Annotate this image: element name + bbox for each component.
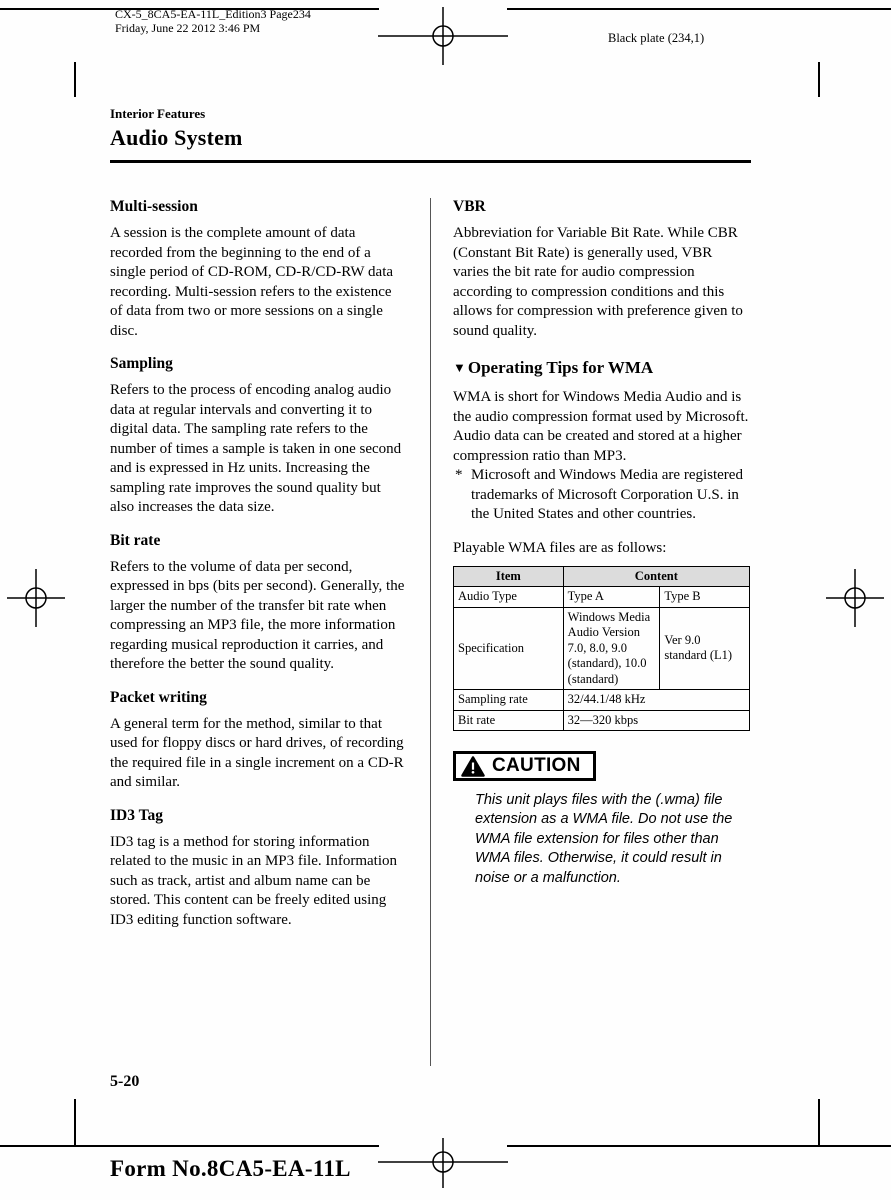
page-title: Audio System (110, 125, 243, 150)
row-label: Bit rate (454, 710, 564, 731)
section-body: Refers to the process of encoding analog audio data at regular intervals and converting it to digital data. The sampling rate refers to the number of times a sample is taken in one second and is expressed in Hz units. Increasing the sampling rate improves the sound quality but also increases the data size. (110, 382, 402, 515)
chapter-label: Interior Features (110, 106, 206, 121)
glossary-section (110, 689, 407, 793)
cell-type-b: Type B (660, 587, 750, 608)
crop-line-bottom-left (0, 1145, 379, 1147)
caution-block (453, 751, 751, 888)
row-label: Audio Type (454, 587, 564, 608)
trademark-note (453, 466, 751, 525)
playable-wma-files-table (453, 566, 750, 732)
section-heading: Bit rate (110, 531, 161, 549)
warning-triangle-icon (461, 756, 485, 777)
glossary-section (453, 198, 751, 341)
column-divider (430, 198, 431, 1066)
section-heading: Packet writing (110, 688, 207, 706)
wma-paragraph: WMA is short for Windows Media Audio and is the audio compression format used by Microsoft. (453, 389, 749, 425)
crop-line-bottom-right (507, 1145, 891, 1147)
table-header-row (454, 566, 750, 587)
caution-header (453, 751, 596, 781)
caution-body-text: This unit plays files with the (.wma) file extension as a WMA file. Do not use the WMA file extension for files other than WMA files. Otherwise, it could result in noise or a malfunction. (475, 791, 733, 886)
crop-line-top-right (507, 8, 891, 10)
section-heading: Sampling (110, 355, 173, 372)
glossary-section (110, 807, 407, 931)
table-row-specification (454, 607, 750, 690)
print-file-name: CX-5_8CA5-EA-11L_Edition3 Page234 (115, 7, 311, 21)
section-body: ID3 tag is a method for storing information related to the music in an MP3 file. Information such as track, artist and album name can be stored. This content can be freely edited using ID3 editing function software. (110, 833, 398, 928)
section-heading: VBR (453, 198, 486, 215)
page-content (110, 106, 751, 1066)
title-rule (110, 160, 751, 163)
form-number: Form No.8CA5-EA-11L (110, 1156, 351, 1181)
column-header-content: Content (563, 566, 749, 587)
two-column-layout (110, 198, 751, 1066)
triangle-marker-icon: ▼ (453, 360, 466, 375)
left-column (110, 198, 407, 1066)
page-number: 5-20 (110, 1073, 140, 1090)
print-job-info (115, 7, 311, 35)
caution-label: CAUTION (492, 755, 581, 776)
registration-mark-bottom (378, 1138, 508, 1188)
crop-tick-bottom-left (74, 1099, 76, 1145)
table-row-sampling-rate (454, 690, 750, 711)
section-body: Refers to the volume of data per second, expressed in bps (bits per second). Generally, the larger the number of the transfer bit rate when compressing an MP3 file, the more information regarding musical reproduction it carries, and therefore the better the sound quality. (110, 558, 405, 672)
wma-tips-heading-text: Operating Tips for WMA (467, 358, 654, 377)
cell-bit-rate: 32—320 kbps (563, 710, 749, 731)
wma-paragraph: Audio data can be created and stored at a higher compression ratio than MP3. (453, 428, 742, 464)
cell-type-a: Type A (563, 587, 660, 608)
table-intro-text: Playable WMA files are as follows: (453, 539, 667, 556)
cell-spec-type-b: Ver 9.0 standard (L1) (660, 607, 750, 690)
registration-mark-right (826, 569, 884, 627)
print-timestamp: Friday, June 22 2012 3:46 PM (115, 21, 261, 35)
glossary-section (110, 532, 407, 675)
cell-spec-type-a: Windows Media Audio Version 7.0, 8.0, 9.0 (standard), 10.0 (standard) (563, 607, 660, 690)
section-body: A session is the complete amount of data recorded from the beginning to the end of a single period of CD-ROM, CD-R/CD-RW data recording. Multi-session refers to the existence of data from two or more sessions on a single disc. (110, 225, 394, 339)
registration-mark-top (378, 7, 508, 65)
column-header-item: Item (454, 566, 564, 587)
crop-tick-top-left (74, 62, 76, 97)
table-row-bit-rate (454, 710, 750, 731)
row-label: Sampling rate (454, 690, 564, 711)
right-column (453, 198, 751, 1066)
crop-tick-top-right (818, 62, 820, 97)
glossary-section (110, 198, 407, 341)
crop-tick-bottom-right (818, 1099, 820, 1145)
section-heading: Multi-session (110, 198, 198, 215)
asterisk-marker: * (455, 467, 463, 483)
table-row-audio-type (454, 587, 750, 608)
glossary-section (110, 355, 407, 518)
section-body: A general term for the method, similar to that used for floppy discs or hard drives, of recording the required file in a single increment on a CD-R and similar. (110, 715, 404, 790)
plate-info: Black plate (234,1) (608, 31, 705, 45)
wma-tips-heading (453, 358, 751, 378)
trademark-note-text: Microsoft and Windows Media are registered trademarks of Microsoft Corporation U.S. in the United States and other countries. (471, 467, 743, 522)
row-label: Specification (454, 607, 564, 690)
registration-mark-left (7, 569, 65, 627)
section-heading: ID3 Tag (110, 806, 163, 824)
cell-sampling-rate: 32/44.1/48 kHz (563, 690, 749, 711)
section-body: Abbreviation for Variable Bit Rate. While CBR (Constant Bit Rate) is generally used, VBR varies the bit rate for audio compression according to compression conditions and this allows for compression with preference given to sound quality. (453, 225, 743, 339)
